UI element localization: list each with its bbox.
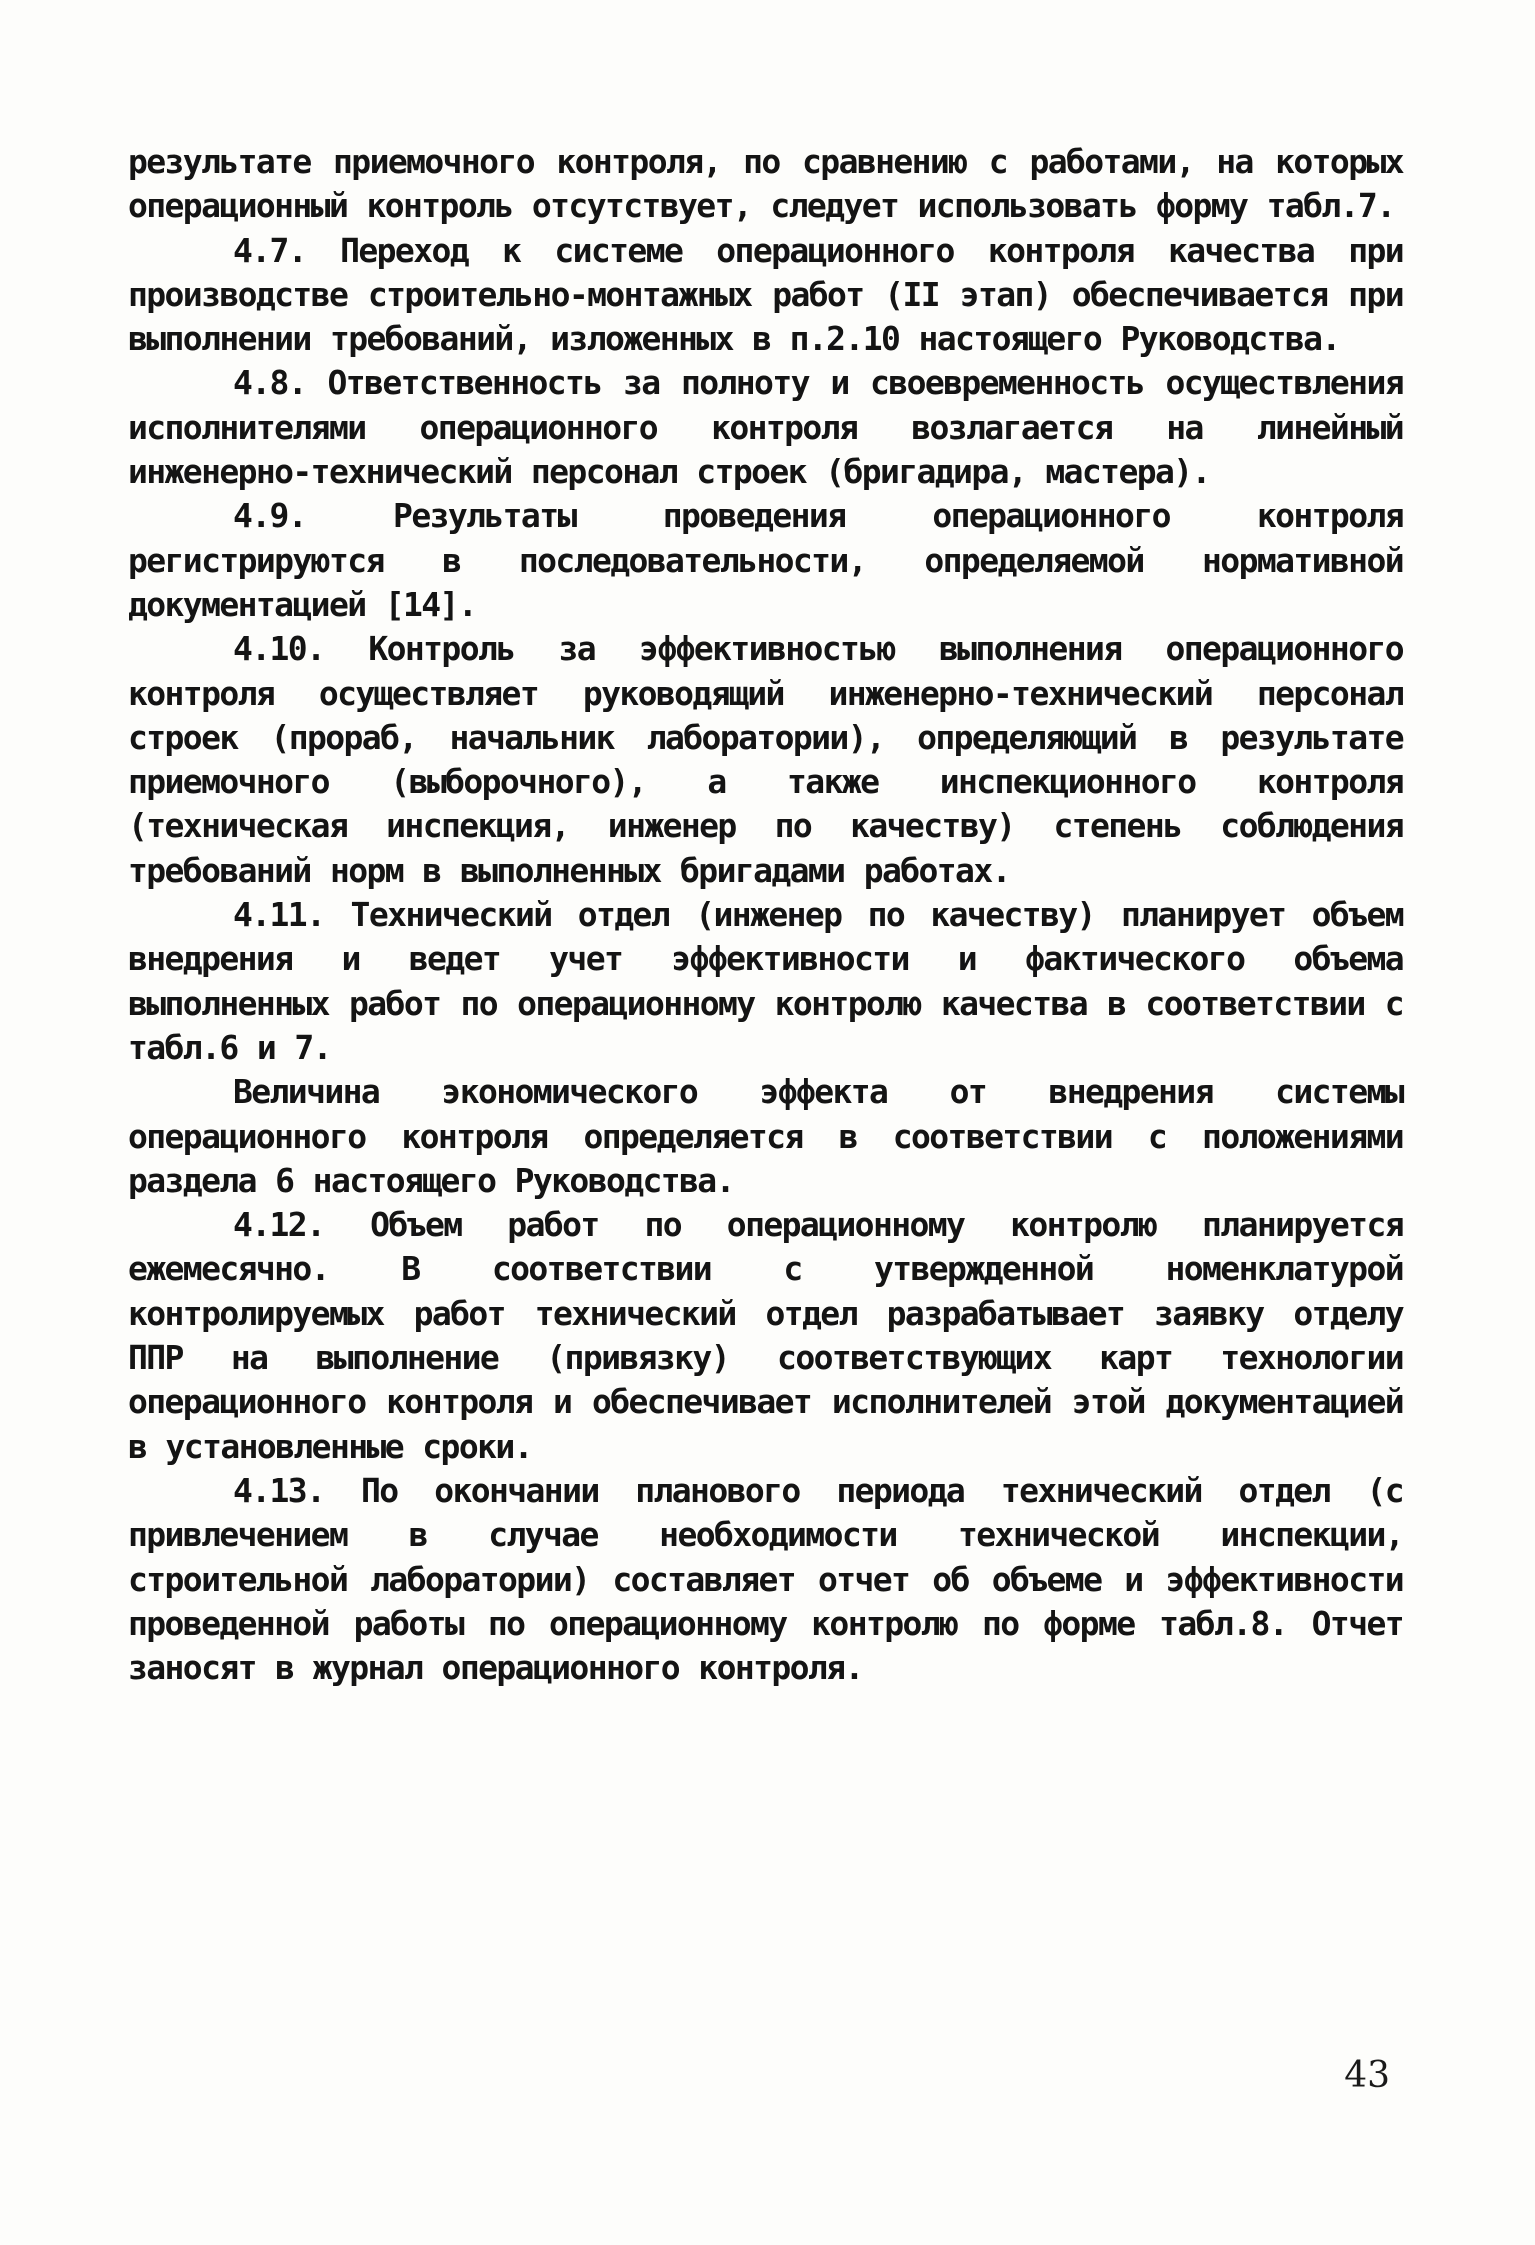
paragraph-4-8: 4.8. Ответственность за полноту и своевременность осуществления исполнителями операционного контроля возлагается на линейный инженерно-технический персонал строек (бригадира, мастера). — [128, 363, 1403, 492]
paragraph-4-7: 4.7. Переход к системе операционного контроля качества при производстве строительно-монтажных работ (II этап) обеспечивается при выполнении требований, изложенных в п.2.10 настоящего Руководства. — [128, 230, 1403, 359]
body-text — [128, 140, 1403, 1690]
paragraph-continuation: результате приемочного контроля, по сравнению с работами, на которых операционный контроль отсутствует, следует использовать форму табл.7. — [128, 142, 1403, 226]
paragraph-4-11: 4.11. Технический отдел (инженер по качеству) планирует объем внедрения и ведет учет эффективности и фактического объема выполненных работ по операционному контролю качества в соответствии с табл.6 и 7. — [128, 895, 1403, 1067]
paragraph-4-10: 4.10. Контроль за эффективностью выполнения операционного контроля осуществляет руководящий инженерно-технический персонал строек (прораб, начальник лаборатории), определяющий в результате приемочного (выборочного), а также инспекционного контроля (техническая инспекция, инженер по качеству) степень соблюдения требований норм в выполненных бригадами работах. — [128, 629, 1403, 890]
paragraph-4-9: 4.9. Результаты проведения операционного контроля регистрируются в последовательности, определяемой нормативной документацией [14]. — [128, 496, 1403, 624]
paragraph-4-13: 4.13. По окончании планового периода технический отдел (с привлечением в случае необходимости технической инспекции, строительной лаборатории) составляет отчет об объеме и эффективности проведенной работы по операционному контролю по форме табл.8. Отчет заносят в журнал операционного контроля. — [128, 1470, 1403, 1688]
paragraph-economic-effect: Величина экономического эффекта от внедрения системы операционного контроля определяется в соответствии с положениями раздела 6 настоящего Руководства. — [128, 1072, 1403, 1200]
paragraph-4-12: 4.12. Объем работ по операционному контролю планируется ежемесячно. В соответствии с утвержденной номенклатурой контролируемых работ технический отдел разрабатывает заявку отделу ППР на выполнение (привязку) соответствующих карт технологии операционного контроля и обеспечивает исполнителей этой документацией в установленные сроки. — [128, 1205, 1403, 1466]
page-number: 43 — [1344, 2055, 1390, 2096]
